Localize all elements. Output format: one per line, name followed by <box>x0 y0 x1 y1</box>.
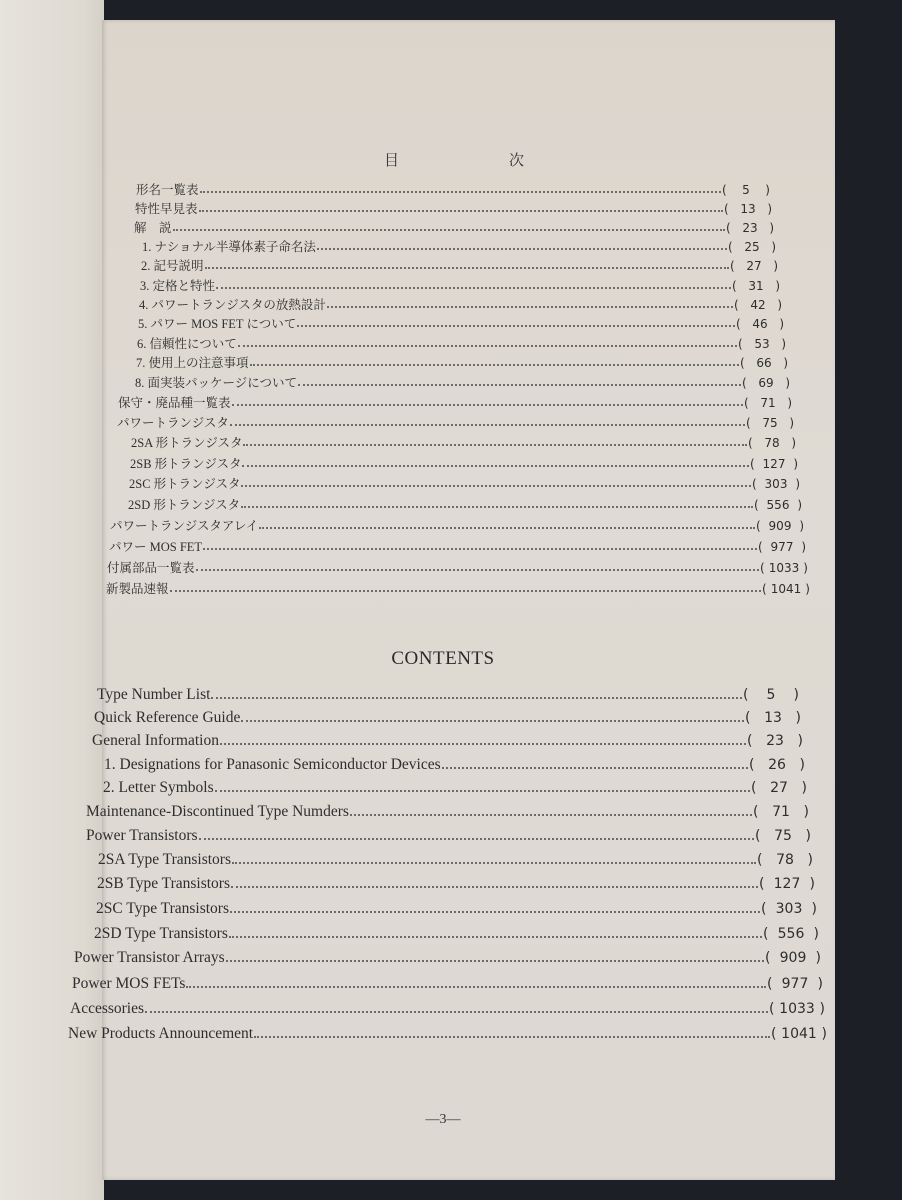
contents-title: CONTENTS <box>391 648 495 669</box>
toc-entry: New Products Announcement ( 1041 ) <box>68 1025 827 1042</box>
toc-entry: 1. ナショナル半導体素子命名法 ( 25 ) <box>142 240 776 254</box>
dot-leader <box>238 345 737 347</box>
toc-entry: Quick Reference Guide ( 13 ) <box>94 709 801 726</box>
dot-leader <box>199 838 754 840</box>
jp-toc-title <box>384 149 524 170</box>
dot-leader <box>231 886 758 888</box>
toc-entry: 2SD Type Transistors ( 556 ) <box>94 925 819 942</box>
dot-leader <box>215 790 750 792</box>
dot-leader <box>199 210 723 212</box>
dot-leader <box>230 424 745 426</box>
toc-entry: 2SC Type Transistors ( 303 ) <box>96 900 817 917</box>
toc-entry: 2SA Type Transistors ( 78 ) <box>98 851 813 868</box>
dot-leader <box>173 229 725 231</box>
toc-entry: 2SD 形トランジスタ ( 556 ) <box>128 498 802 512</box>
dot-leader <box>145 1011 768 1013</box>
toc-entry: パワー MOS FET ( 977 ) <box>109 540 806 554</box>
dot-leader <box>205 267 729 269</box>
toc-entry: 新製品速報 ( 1041 ) <box>106 582 810 596</box>
dot-leader <box>241 506 753 508</box>
page-number: —3— <box>425 1112 461 1127</box>
toc-entry: 2SB Type Transistors ( 127 ) <box>97 875 815 892</box>
toc-entry: 6. 信頼性について ( 53 ) <box>137 337 786 351</box>
toc-entry: Power Transistor Arrays ( 909 ) <box>74 949 821 966</box>
toc-entry: Maintenance-Discontinued Type Numders ( 71 ) <box>86 803 809 820</box>
dot-leader <box>211 697 742 699</box>
dot-leader <box>216 287 731 289</box>
dot-leader <box>232 404 743 406</box>
toc-entry: 特性早見表 ( 13 ) <box>135 202 772 216</box>
dot-leader <box>242 465 749 467</box>
dot-leader <box>196 569 759 571</box>
toc-entry: 解 説 ( 23 ) <box>134 221 774 235</box>
toc-entry: Accessories ( 1033 ) <box>70 1000 825 1017</box>
toc-entry: 2SC 形トランジスタ ( 303 ) <box>129 477 800 491</box>
toc-entry: パワートランジスタアレイ ( 909 ) <box>110 519 804 533</box>
toc-entry: 2. Letter Symbols ( 27 ) <box>103 779 807 796</box>
dot-leader <box>203 548 757 550</box>
toc-entry: Type Number List ( 5 ) <box>97 686 799 703</box>
dot-leader <box>170 590 761 592</box>
dot-leader <box>298 384 741 386</box>
toc-entry: 8. 面実装パッケージについて ( 69 ) <box>135 376 790 390</box>
dot-leader <box>220 743 746 745</box>
toc-entry: パワートランジスタ ( 75 ) <box>117 416 794 430</box>
toc-entry: 1. Designations for Panasonic Semiconductor Devices ( 26 ) <box>104 756 805 773</box>
facing-page-edge <box>0 0 104 1200</box>
dot-leader <box>350 814 752 816</box>
jp-title-char: 目 <box>384 153 400 169</box>
toc-entry: 3. 定格と特性 ( 31 ) <box>140 279 780 293</box>
toc-entry: 4. パワートランジスタの放熱設計 ( 42 ) <box>139 298 782 312</box>
dot-leader <box>297 325 735 327</box>
dot-leader <box>230 911 760 913</box>
dot-leader <box>254 1036 770 1038</box>
toc-entry: General Information ( 23 ) <box>92 732 803 749</box>
dot-leader <box>241 485 751 487</box>
toc-entry: 7. 使用上の注意事項 ( 66 ) <box>136 356 788 370</box>
toc-entry: 2SA 形トランジスタ ( 78 ) <box>131 436 796 450</box>
dot-leader <box>241 720 744 722</box>
toc-entry: 5. パワー MOS FET について ( 46 ) <box>138 317 784 331</box>
dot-leader <box>186 986 766 988</box>
dot-leader <box>259 527 755 529</box>
dot-leader <box>229 936 762 938</box>
toc-entry: 形名一覧表 ( 5 ) <box>136 183 770 197</box>
dot-leader <box>317 248 727 250</box>
toc-entry: 2SB 形トランジスタ ( 127 ) <box>130 457 798 471</box>
toc-entry: Power Transistors ( 75 ) <box>86 827 811 844</box>
dot-leader <box>442 767 748 769</box>
dot-leader <box>250 364 739 366</box>
toc-entry: 保守・廃品種一覧表 ( 71 ) <box>118 396 792 410</box>
toc-entry: 2. 記号説明 ( 27 ) <box>141 259 778 273</box>
dot-leader <box>200 191 721 193</box>
dot-leader <box>327 306 733 308</box>
dot-leader <box>232 862 756 864</box>
dot-leader <box>243 444 747 446</box>
jp-title-char: 次 <box>508 153 524 169</box>
toc-entry: Power MOS FETs ( 977 ) <box>72 975 823 992</box>
dot-leader <box>226 960 764 962</box>
toc-entry: 付属部品一覧表 ( 1033 ) <box>107 561 808 575</box>
